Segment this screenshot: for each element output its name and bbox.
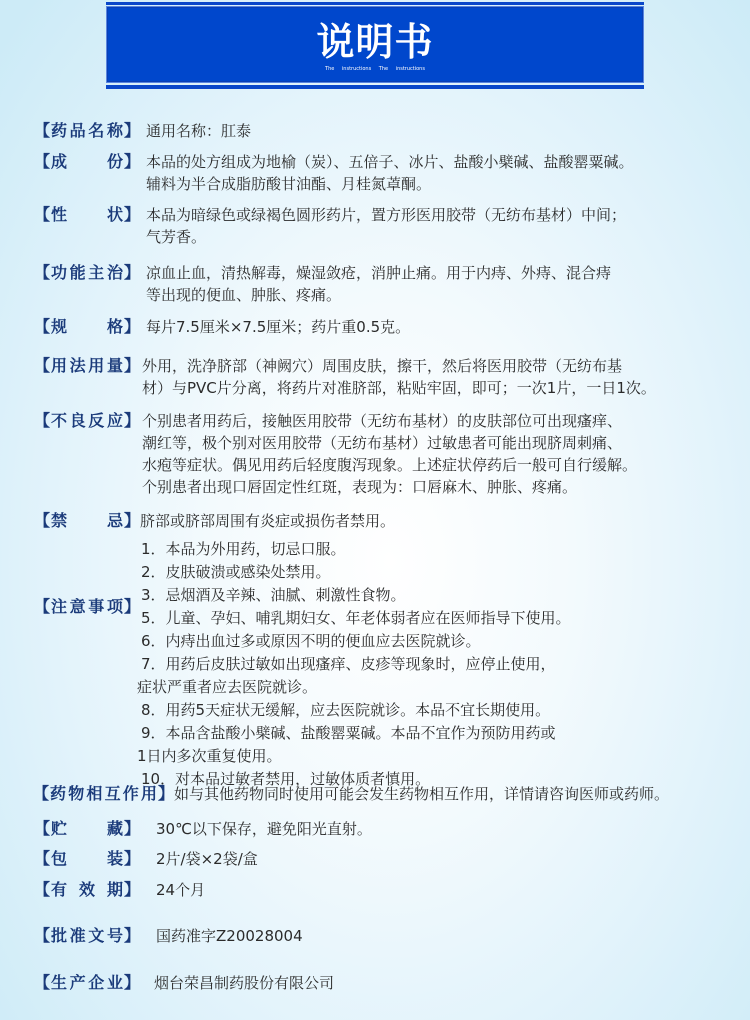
section-interactions xyxy=(33,783,669,805)
section-label: 【 药 品 名 称 】 xyxy=(34,121,140,140)
section-contraindications xyxy=(34,510,395,532)
section-label: 【 不 良 反 应 】 xyxy=(34,411,140,430)
section-specification xyxy=(34,316,410,338)
section-text: 本品的处方组成为地榆（炭）、五倍子、冰片、盐酸小檗碱、盐酸罂粟碱。 xyxy=(146,153,634,171)
precaution-item: 6．内痔出血过多或原因不明的便血应去医院就诊。 xyxy=(141,632,481,650)
precaution-item: 9．本品含盐酸小檗碱、盐酸罂粟碱。本品不宜作为预防用药或 xyxy=(141,724,556,742)
section-label: 【 药 物 相 互 作 用 】 xyxy=(33,784,174,803)
section-ingredients xyxy=(34,151,634,195)
section-label: 【 禁 忌 】 xyxy=(34,511,140,530)
section-label: 【 有 效 期 】 xyxy=(34,880,140,899)
section-label: 【 成 份 】 xyxy=(34,152,140,171)
section-label: 【 性 状 】 xyxy=(34,205,140,224)
precaution-item: 1．本品为外用药，切忌口服。 xyxy=(141,540,346,558)
section-packaging xyxy=(34,848,258,870)
section-text: 如与其他药物同时使用可能会发生药物相互作用，详情请咨询医师或药师。 xyxy=(174,785,670,803)
section-precautions xyxy=(137,538,571,791)
section-text: 辅料为半合成脂肪酸甘油酯、月桂氮䓬酮。 xyxy=(146,175,432,193)
section-description xyxy=(34,204,626,248)
precaution-item: 7．用药后皮肤过敏如出现瘙痒、皮疹等现象时，应停止使用， xyxy=(141,655,556,673)
section-label: 【 规 格 】 xyxy=(34,317,140,336)
section-text: 气芳香。 xyxy=(146,228,207,246)
section-text: 每片7.5厘米×7.5厘米；药片重0.5克。 xyxy=(146,318,411,336)
precaution-item: 5．儿童、孕妇、哺乳期妇女、年老体弱者应在医师指导下使用。 xyxy=(141,609,571,627)
section-text: 烟台荣昌制药股份有限公司 xyxy=(154,974,335,992)
section-expiry xyxy=(34,879,205,901)
section-manufacturer xyxy=(34,972,334,994)
section-text: 本品为暗绿色或绿褐色圆形药片，置方形医用胶带（无纺布基材）中间； xyxy=(146,206,627,224)
section-label: 【 功 能 主 治 】 xyxy=(34,263,140,282)
section-storage xyxy=(34,818,372,840)
section-text: 材）与PVC片分离，将药片对准脐部，粘贴牢固，即可；一次1片，一日1次。 xyxy=(142,379,656,397)
section-text: 30℃以下保存，避免阳光直射。 xyxy=(156,820,372,838)
section-text: 脐部或脐部周围有炎症或损伤者禁用。 xyxy=(140,512,396,530)
section-text: 个别患者用药后，接触医用胶带（无纺布基材）的皮肤部位可出现瘙痒、 xyxy=(142,412,623,430)
section-text: 国药准字Z20028004 xyxy=(156,927,303,945)
section-drug-name xyxy=(34,120,251,142)
precaution-item: 3．忌烟酒及辛辣、油腻、刺激性食物。 xyxy=(141,586,406,604)
section-text: 2片/袋×2袋/盒 xyxy=(156,850,258,868)
section-text: 水疱等症状。偶见用药后轻度腹泻现象。上述症状停药后一般可自行缓解。 xyxy=(142,456,638,474)
precaution-item: 10．对本品过敏者禁用，过敏体质者慎用。 xyxy=(141,770,431,788)
section-text: 通用名称：肛泰 xyxy=(146,122,252,140)
section-label: 【 生 产 企 业 】 xyxy=(34,973,140,992)
precaution-item: 2．皮肤破溃或感染处禁用。 xyxy=(141,563,331,581)
section-label: 【 用 法 用 量 】 xyxy=(34,356,140,375)
section-label: 【 包 装 】 xyxy=(34,849,140,868)
section-text: 个别患者出现口唇固定性红斑，表现为：口唇麻木、肿胀、疼痛。 xyxy=(142,478,578,496)
page-title: 说明书 xyxy=(316,20,434,64)
section-text: 等出现的便血、肿胀、疼痛。 xyxy=(146,286,342,304)
section-text: 外用，洗净脐部（神阙穴）周围皮肤，擦干，然后将医用胶带（无纺布基 xyxy=(142,357,623,375)
section-label: 【 批 准 文 号 】 xyxy=(34,926,140,945)
section-indications xyxy=(34,262,611,306)
section-dosage xyxy=(34,355,656,399)
section-text: 潮红等，极个别对医用胶带（无纺布基材）过敏患者可能出现脐周刺痛、 xyxy=(142,434,623,452)
section-adverse-reactions xyxy=(34,410,637,498)
section-text: 凉血止血，清热解毒，燥湿敛疮，消肿止痛。用于内痔、外痔、混合痔 xyxy=(146,264,612,282)
precaution-item: 1日内多次重复使用。 xyxy=(137,747,282,765)
section-precautions-label: 【 注 意 事 项 】 xyxy=(34,597,140,616)
section-label: 【 贮 藏 】 xyxy=(34,819,140,838)
section-text: 24个月 xyxy=(156,881,206,899)
precaution-item: 症状严重者应去医院就诊。 xyxy=(137,678,318,696)
page-subtitle: The instructions The instructions xyxy=(325,66,425,72)
precaution-item: 8．用药5天症状无缓解，应去医院就诊。本品不宜长期使用。 xyxy=(141,701,551,719)
section-approval-number xyxy=(34,925,303,947)
